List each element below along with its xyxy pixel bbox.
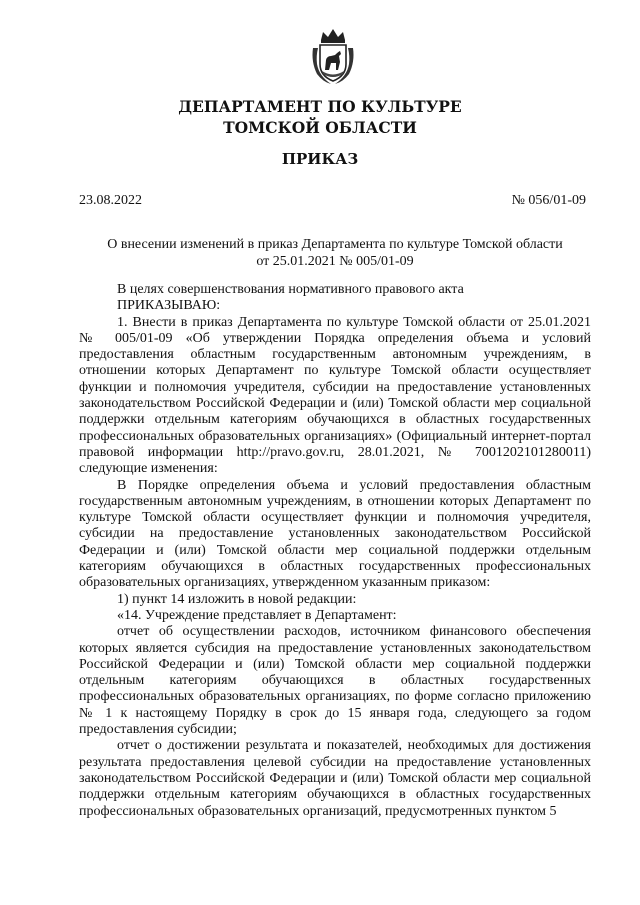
paragraph-item-1: 1. Внести в приказ Департамента по культуре Томской области от 25.01.2021 № 005/01-09 «Об утверждении Порядка определения объема и условий предоставления областным государственным автономным учреждениям, в отношении которых Департамент по культуре Томской области осуществляет функции и полномочия учредителя, субсидии на предоставление установленных законодательством Российской Федерации и (или) Томской области мер социальной поддержки отдельным категориям обучающихся в областных государственных профессиональных образовательных организациях» (Официальный интернет-портал правовой информации http://pravo.gov.ru, 28.01.2021, № 7001202101280011) следующие изменения:: [79, 314, 591, 477]
document-type-title: ПРИКАЗ: [281, 150, 359, 168]
order-date: 23.08.2022: [79, 193, 142, 208]
department-name-line1: ДЕПАРТАМЕНТ ПО КУЛЬТУРЕ: [178, 97, 462, 116]
department-name-line2: ТОМСКОЙ ОБЛАСТИ: [223, 118, 417, 137]
order-number: № 056/01-09: [511, 193, 586, 208]
tomsk-oblast-coat-of-arms-icon: [309, 26, 357, 86]
paragraph-subitem-1: 1) пункт 14 изложить в новой редакции:: [117, 591, 357, 607]
paragraph-clause-14: «14. Учреждение представляет в Департамент:: [117, 607, 397, 623]
order-body: [79, 282, 591, 820]
order-subject-line1: О внесении изменений в приказ Департамента по культуре Томской области: [107, 237, 563, 252]
paragraph-procedure: В Порядке определения объема и условий предоставления областным государственным автономным учреждениям, в отношении которых Департамент по культуре Томской области осуществляет функции и полномочия учредителя, субсидии на предоставление установленных законодательством Российской Федерации и (или) Томской области мер социальной поддержки отдельным категориям обучающихся в областных государственных профессиональных образовательных организациях, утвержденном указанным приказом:: [79, 477, 591, 591]
preamble-paragraph: В целях совершенствования нормативного правового акта: [117, 282, 464, 297]
paragraph-expense-report: отчет об осуществлении расходов, источником финансового обеспечения которых является субсидия на предоставление установленных законодательством Российской Федерации и (или) Томской области мер социальной поддержки отдельным категориям обучающихся в областных государственных профессиональных образовательных организациях, по форме согласно приложению № 1 к настоящему Порядку в срок до 15 января года, следующего за годом предоставления субсидии;: [79, 624, 591, 738]
paragraph-result-report: отчет о достижении результата и показателей, необходимых для достижения результата предоставления целевой субсидии на предоставление установленных законодательством Российской Федерации и (или) Томской области мер социальной поддержки отдельным категориям обучающихся в областных государственных профессиональных образовательных организаций, предусмотренных пунктом 5: [79, 738, 591, 819]
order-subject-line2: от 25.01.2021 № 005/01-09: [256, 254, 414, 269]
order-keyword: ПРИКАЗЫВАЮ:: [117, 298, 221, 314]
